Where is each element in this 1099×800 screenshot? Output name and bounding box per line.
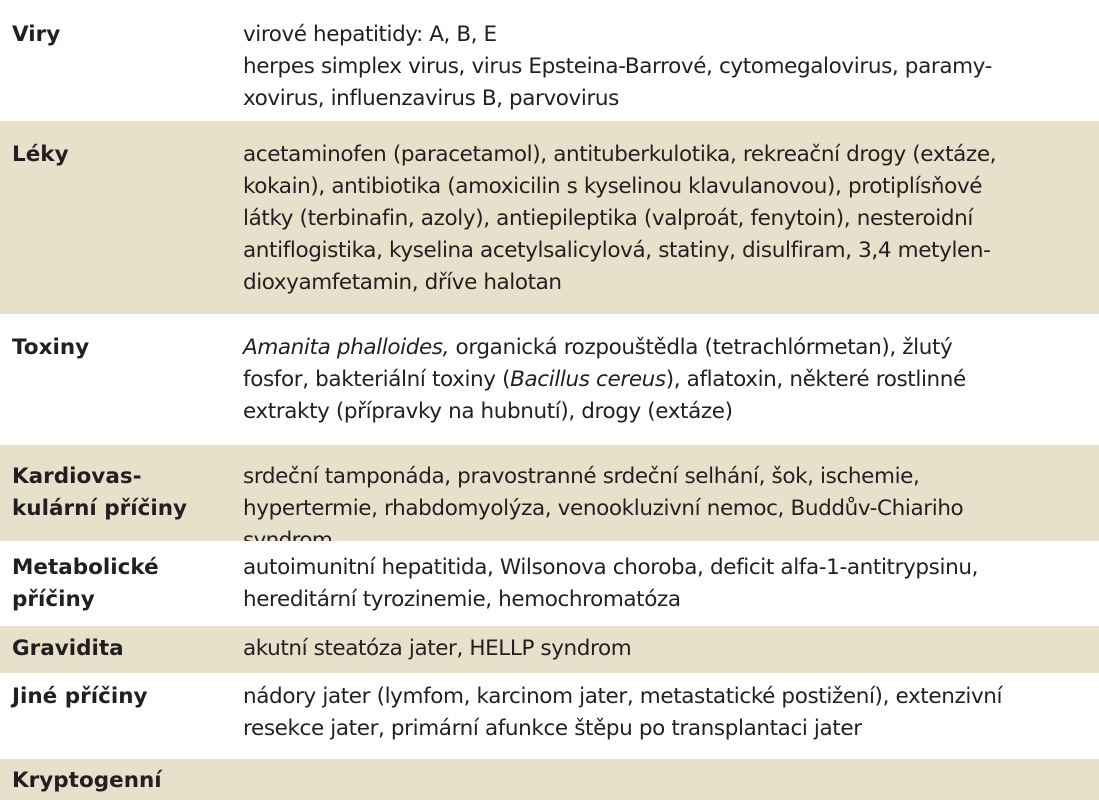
category-cell	[12, 19, 227, 51]
description-line	[243, 633, 1095, 665]
italic-term: Amanita phalloides,	[243, 335, 450, 360]
description-line	[243, 203, 1095, 235]
category-label: Metabolické	[12, 555, 159, 580]
description-text: xovirus, influenzavirus B, parvovirus	[243, 86, 619, 111]
description-line	[243, 267, 1095, 299]
table-row	[0, 757, 1099, 800]
description-line	[243, 139, 1095, 171]
description-text: hereditární tyrozinemie, hemochromatóza	[243, 587, 681, 612]
category-label: Kryptogenní	[12, 768, 162, 793]
description-text: látky (terbinafin, azoly), antiepileptika (valproát, fenytoin), nesteroidní	[243, 206, 974, 231]
description-text: akutní steatóza jater, HELLP syndrom	[243, 636, 632, 661]
description-line	[243, 364, 1095, 396]
category-label: Toxiny	[12, 335, 90, 360]
description-text: nádory jater (lymfom, karcinom jater, metastatické postižení), extenzivní	[243, 684, 1003, 709]
description-text: extrakty (přípravky na hubnutí), drogy (extáze)	[243, 399, 733, 424]
description-text: ), aflatoxin, některé rostlinné	[665, 367, 966, 392]
description-text: organická rozpouštědla (tetrachlórmetan), žlutý	[449, 335, 953, 360]
description-text: kokain), antibiotika (amoxicilin s kyselinou klavulanovou), protiplísňové	[243, 174, 983, 199]
table-row	[0, 624, 1099, 673]
description-line	[243, 461, 1095, 493]
description-text: acetaminofen (paracetamol), antituberkulotika, rekreační drogy (extáze,	[243, 142, 997, 167]
description-cell	[243, 633, 1095, 665]
category-label: Kardiovas-	[12, 464, 142, 489]
description-line	[243, 51, 1095, 83]
description-line	[243, 681, 1095, 713]
description-line	[243, 552, 1095, 584]
category-cell	[12, 633, 227, 665]
description-line	[243, 83, 1095, 115]
category-label: Gravidita	[12, 636, 124, 661]
category-label: Viry	[12, 22, 61, 47]
description-text: resekce jater, primární afunkce štěpu po transplantaci jater	[243, 716, 862, 741]
description-line	[243, 235, 1095, 267]
description-cell	[243, 139, 1095, 299]
description-line	[243, 19, 1095, 51]
category-cell	[12, 332, 227, 364]
description-line	[243, 584, 1095, 616]
description-text: fosfor, bakteriální toxiny (	[243, 367, 511, 392]
description-text: dioxyamfetamin, dříve halotan	[243, 270, 562, 295]
description-line	[243, 171, 1095, 203]
table-row	[0, 314, 1099, 443]
description-line	[243, 713, 1095, 745]
description-cell	[243, 681, 1095, 745]
category-label: Léky	[12, 142, 69, 167]
description-cell	[243, 332, 1095, 428]
category-cell	[12, 765, 227, 797]
category-cell	[12, 552, 227, 616]
table-row	[0, 541, 1099, 624]
table-row	[0, 119, 1099, 314]
table-row	[0, 0, 1099, 119]
category-label: kulární příčiny	[12, 496, 188, 521]
description-text: virové hepatitidy: A, B, E	[243, 22, 497, 47]
category-cell	[12, 139, 227, 171]
description-line	[243, 493, 1095, 525]
description-text: antiflogistika, kyselina acetylsalicylová, statiny, disulfiram, 3,4 metylen-	[243, 238, 991, 263]
table-row	[0, 443, 1099, 541]
category-label: příčiny	[12, 587, 95, 612]
description-text: autoimunitní hepatitida, Wilsonova choroba, deficit alfa-1-antitrypsinu,	[243, 555, 979, 580]
description-cell	[243, 552, 1095, 616]
description-text: hypertermie, rhabdomyolýza, venookluzivní nemoc, Buddův-Chiariho	[243, 496, 964, 521]
category-cell	[12, 681, 227, 713]
description-line	[243, 396, 1095, 428]
description-text: srdeční tamponáda, pravostranné srdeční selhání, šok, ischemie,	[243, 464, 920, 489]
description-text: herpes simplex virus, virus Epsteina-Barrové, cytomegalovirus, paramy-	[243, 54, 993, 79]
description-cell	[243, 19, 1095, 115]
category-cell	[12, 461, 227, 525]
table-row	[0, 673, 1099, 757]
italic-term: Bacillus cereus	[510, 367, 666, 392]
description-line	[243, 332, 1095, 364]
category-label: Jiné příčiny	[12, 684, 148, 709]
